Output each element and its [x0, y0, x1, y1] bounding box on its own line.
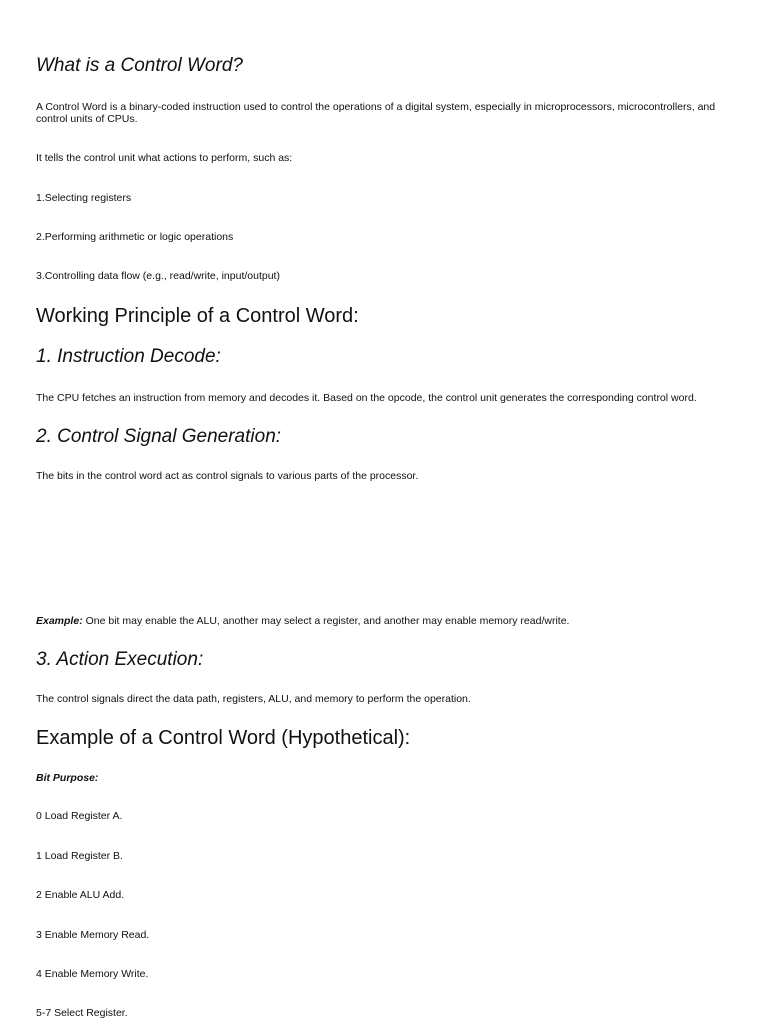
bit-row: 2 Enable ALU Add.: [36, 889, 125, 901]
example-label: Example:: [36, 615, 83, 627]
heading-example-control-word: Example of a Control Word (Hypothetical):: [36, 727, 411, 749]
heading-instruction-decode: 1. Instruction Decode:: [36, 346, 221, 367]
bit-row: 5-7 Select Register.: [36, 1007, 128, 1019]
tells-paragraph: It tells the control unit what actions to perform, such as:: [36, 152, 293, 164]
title-what-is-control-word: What is a Control Word?: [36, 55, 243, 76]
bit-row: 4 Enable Memory Write.: [36, 968, 149, 980]
instruction-decode-paragraph: The CPU fetches an instruction from memory and decodes it. Based on the opcode, the control unit generates the corresponding control word.: [36, 392, 697, 404]
list-item: 3.Controlling data flow (e.g., read/write, input/output): [36, 270, 280, 282]
heading-working-principle: Working Principle of a Control Word:: [36, 305, 359, 327]
heading-action-execution: 3. Action Execution:: [36, 649, 204, 670]
heading-control-signal-generation: 2. Control Signal Generation:: [36, 426, 282, 447]
list-item: 1.Selecting registers: [36, 192, 132, 204]
example-paragraph: [36, 615, 569, 627]
example-text: One bit may enable the ALU, another may select a register, and another may enable memory read/write.: [82, 615, 570, 627]
bit-row: 1 Load Register B.: [36, 850, 123, 862]
list-item: 2.Performing arithmetic or logic operations: [36, 231, 234, 243]
bit-row: 0 Load Register A.: [36, 810, 123, 822]
bit-purpose-header: Bit Purpose:: [36, 772, 99, 784]
bit-row: 3 Enable Memory Read.: [36, 929, 150, 941]
definition-paragraph: A Control Word is a binary-coded instruction used to control the operations of a digital system, especially in microprocessors, microcontrollers, and control units of CPUs.: [36, 101, 716, 125]
action-execution-paragraph: The control signals direct the data path, registers, ALU, and memory to perform the operation.: [36, 693, 471, 705]
control-signal-paragraph: The bits in the control word act as control signals to various parts of the processor.: [36, 470, 419, 482]
